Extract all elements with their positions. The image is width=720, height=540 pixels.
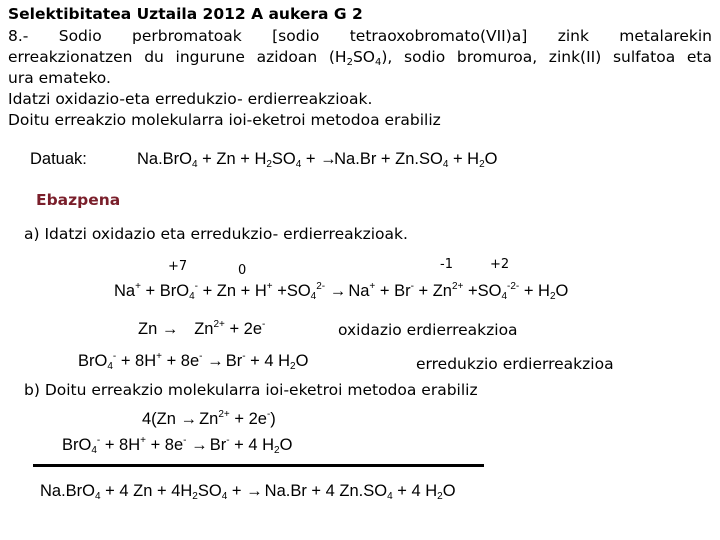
balanced-oxidation: $4(Zn \to Zn^{2+} + 2e^-)$ [142, 409, 276, 428]
ox-state-zn-plus: +2 [490, 257, 510, 272]
arrow-icon: → [320, 150, 337, 168]
ionic-equation: $Na^+ + BrO_4^- + Zn + H^+ +SO_4^{2-} \to Na^+ + Br^- + Zn^{2+} +SO_4^{-2-} + H_2O$ [114, 281, 569, 302]
problem-line-5: Doitu erreakzio molekularra ioi-eketroi metodoa erabiliz [8, 111, 441, 129]
datuak-label: Datuak: [30, 150, 87, 168]
arrow-icon: → [180, 410, 198, 428]
problem-line-2: erreakzionatzen du ingurune azidoan $(H_2SO_4)$, sodio bromuroa, zink(II) sulfatoa eta [8, 48, 712, 68]
problem-statement [8, 26, 712, 131]
sum-divider-line [33, 464, 484, 467]
final-equation: Na.BrO$_4$ + 4 $Zn + 4H_2SO_4$ + → Na.Br + 4 $Zn.SO_4 + 4$ $H_2O$ [40, 482, 456, 502]
arrow-icon: → [207, 352, 224, 370]
problem-line-4: Idatzi oxidazio-eta erredukzio- erdierreakzioak. [8, 90, 373, 108]
datuak-equation: $Na.BrO_4 + Zn + H_2SO_4 + \to Na.Br + Zn.SO_4 + H_2O$ [137, 150, 498, 170]
reduction-half-reaction: BrO$_4$- + 8H+ + 8e- → Br- + 4 $H_2O$ [78, 351, 309, 372]
ox-state-br: +7 [168, 259, 188, 274]
oxidation-half-reaction: Zn → $Zn^{2+} + 2e^-$ [138, 319, 266, 338]
problem-line-1: 8.- Sodio perbromatoak [sodio tetraoxobromato(VII)a] zink metalarekin [8, 27, 712, 45]
arrow-icon: → [246, 482, 263, 500]
ebazpena-heading: Ebazpena [36, 191, 121, 209]
arrow-icon: → [191, 436, 208, 454]
balanced-reduction: BrO$_4$- + 8H+ + 8e- → Br- + 4 $H_2O$ [62, 435, 293, 456]
reduction-label: erredukzio erdierreakzioa [416, 355, 614, 373]
oxidation-label: oxidazio erdierreakzioa [338, 321, 518, 339]
arrow-icon: → [161, 320, 179, 338]
page-title: Selektibitatea Uztaila 2012 A aukera G 2 [8, 5, 363, 23]
ox-state-br-minus: -1 [440, 257, 453, 272]
problem-line-3: ura emateko. [8, 69, 111, 87]
ox-state-zn: 0 [238, 263, 247, 278]
part-a-heading: a) Idatzi oxidazio eta erredukzio- erdierreakzioak. [24, 225, 408, 243]
arrow-icon: → [329, 282, 347, 300]
part-b-heading: b) Doitu erreakzio molekularra ioi-eketroi metodoa erabiliz [24, 381, 478, 399]
